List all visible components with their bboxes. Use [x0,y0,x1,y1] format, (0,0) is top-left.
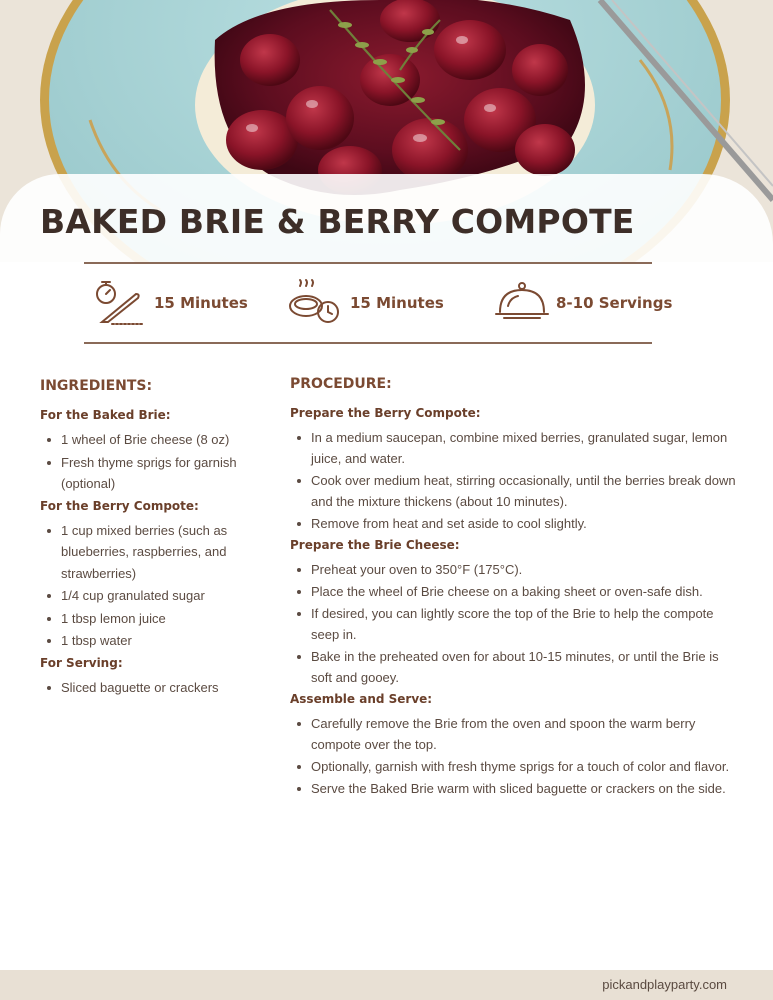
list-item: Bake in the preheated oven for about 10-15 minutes, or until the Brie is soft and gooey. [290,646,740,688]
ingredient-group-title: For Serving: [40,655,123,670]
prep-time-value: 15 Minutes [154,294,248,312]
procedure-group-title: Prepare the Brie Cheese: [290,538,460,552]
list-item: Place the wheel of Brie cheese on a baking sheet or oven-safe dish. [290,581,740,602]
timer-knife-icon [92,278,148,328]
list-item: Serve the Baked Brie warm with sliced baguette or crackers on the side. [290,778,740,799]
list-item: 1 tbsp lemon juice [40,608,270,630]
list-item: Fresh thyme sprigs for garnish (optional) [40,452,270,495]
list-item: 1 wheel of Brie cheese (8 oz) [40,429,270,451]
footer [0,970,773,1000]
ingredient-group-title: For the Baked Brie: [40,408,171,422]
procedure-list [290,427,740,534]
procedure-heading: PROCEDURE: [290,376,392,392]
cook-time [288,278,444,328]
ingredient-group-title: For the Berry Compote: [40,498,199,513]
list-item: If desired, you can lightly score the top of the Brie to help the compote seep in. [290,603,740,645]
list-item: Remove from heat and set aside to cool slightly. [290,513,740,534]
list-item: In a medium saucepan, combine mixed berries, granulated sugar, lemon juice, and water. [290,427,740,469]
list-item: Optionally, garnish with fresh thyme sprigs for a touch of color and flavor. [290,756,740,777]
prep-time [92,278,248,328]
divider-top [84,262,652,264]
ingredients-heading: INGREDIENTS: [40,378,153,394]
ingredient-list [40,520,270,652]
list-item: Carefully remove the Brie from the oven and spoon the warm berry compote over the top. [290,713,740,755]
ingredients-section [40,378,270,700]
list-item: Preheat your oven to 350°F (175°C). [290,559,740,580]
cloche-icon [494,278,550,328]
cook-time-value: 15 Minutes [350,294,444,312]
servings-value: 8-10 Servings [556,294,673,312]
list-item: 1 tbsp water [40,630,270,652]
procedure-list [290,559,740,688]
procedure-section [290,376,740,801]
servings [494,278,672,328]
list-item: 1/4 cup granulated sugar [40,585,270,607]
procedure-group-title: Assemble and Serve: [290,692,433,706]
footer-site-link[interactable]: pickandplayparty.com [602,977,727,992]
procedure-group-title: Prepare the Berry Compote: [290,406,481,420]
ingredient-list [40,677,270,699]
list-item: Sliced baguette or crackers [40,677,270,699]
divider-bottom [84,342,652,344]
list-item: Cook over medium heat, stirring occasionally, until the berries break down and the mixture thickens (about 10 minutes). [290,470,740,512]
list-item: 1 cup mixed berries (such as blueberries, raspberries, and strawberries) [40,520,270,585]
ingredient-list [40,429,270,495]
recipe-title: BAKED BRIE & BERRY COMPOTE [40,202,635,241]
pan-clock-icon [288,278,344,328]
procedure-list [290,713,740,799]
